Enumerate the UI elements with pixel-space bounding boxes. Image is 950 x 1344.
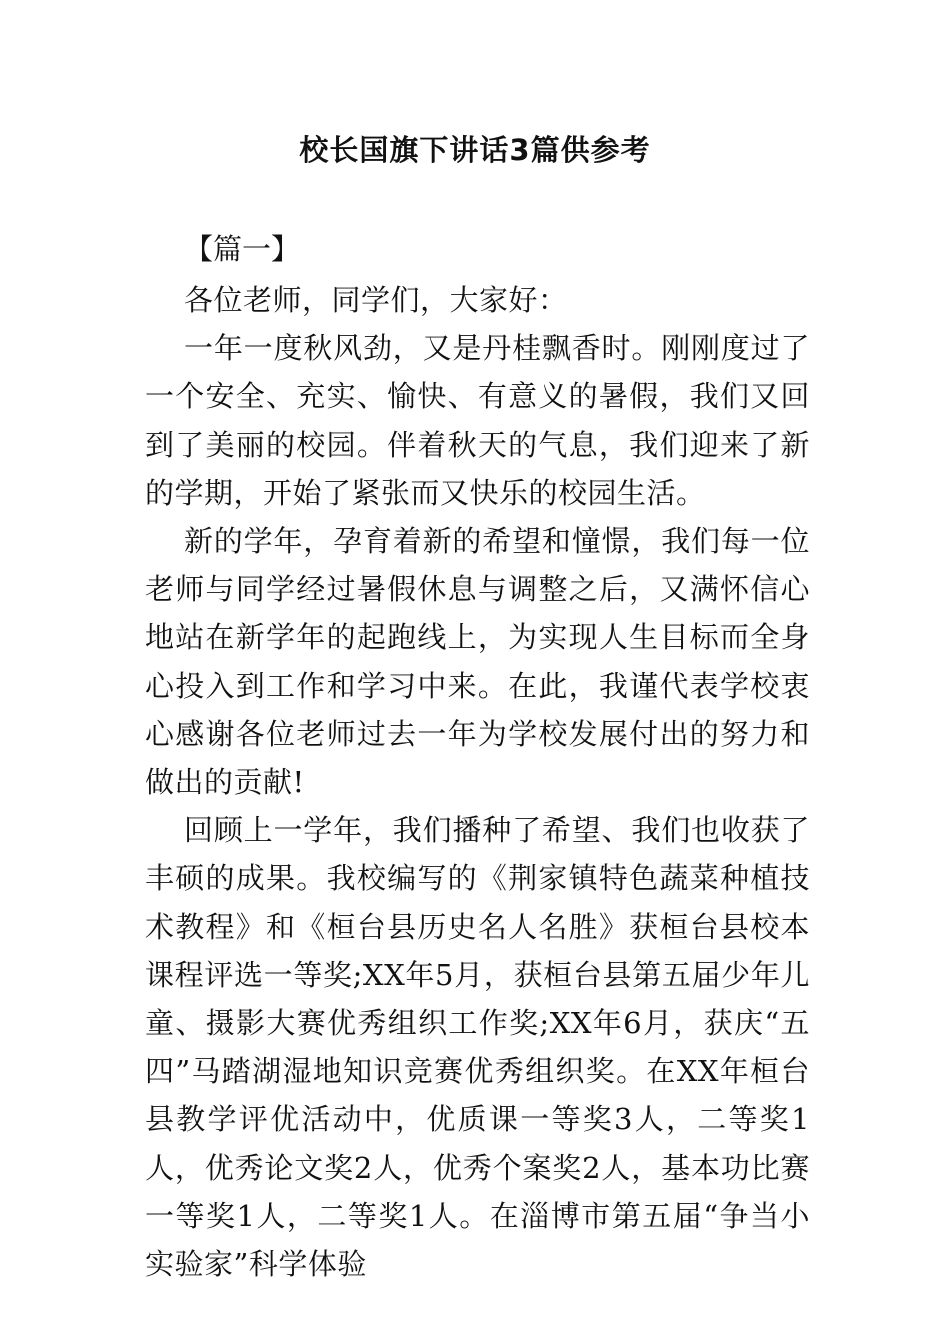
section-heading: 【篇一】: [184, 232, 301, 266]
paragraph-new-year: 新的学年，孕育着新的希望和憧憬，我们每一位老师与同学经过暑假休息与调整之后，又满怀信心地站在新学年的起跑线上，为实现人生目标而全身心投入到工作和学习中来。在此，我谨代表学校衷心感谢各位老师过去一年为学校发展付出的努力和做出的贡献!: [145, 524, 810, 800]
paragraph-review: 回顾上一学年，我们播种了希望、我们也收获了丰硕的成果。我校编写的《荆家镇特色蔬菜种植技术教程》和《桓台县历史名人名胜》获桓台县校本课程评选一等奖;XX年5月，获桓台县第五届少年儿童、摄影大赛优秀组织工作奖;XX年6月，获庆“五四”马踏湖湿地知识竞赛优秀组织奖。在XX年桓台县教学评优活动中，优质课一等奖3人，二等奖1人，优秀论文奖2人，优秀个案奖2人，基本功比赛一等奖1人，二等奖1人。在淄博市第五届“争当小实验家”科学体验: [145, 813, 810, 1282]
document-title: 校长国旗下讲话3篇供参考: [299, 133, 651, 167]
paragraph-opening: 一年一度秋风劲，又是丹桂飘香时。刚刚度过了一个安全、充实、愉快、有意义的暑假，我们又回到了美丽的校园。伴着秋天的气息，我们迎来了新的学期，开始了紧张而又快乐的校园生活。: [145, 331, 810, 510]
paragraph-greeting: 各位老师，同学们，大家好：: [184, 283, 568, 317]
document-body: [145, 276, 810, 1288]
